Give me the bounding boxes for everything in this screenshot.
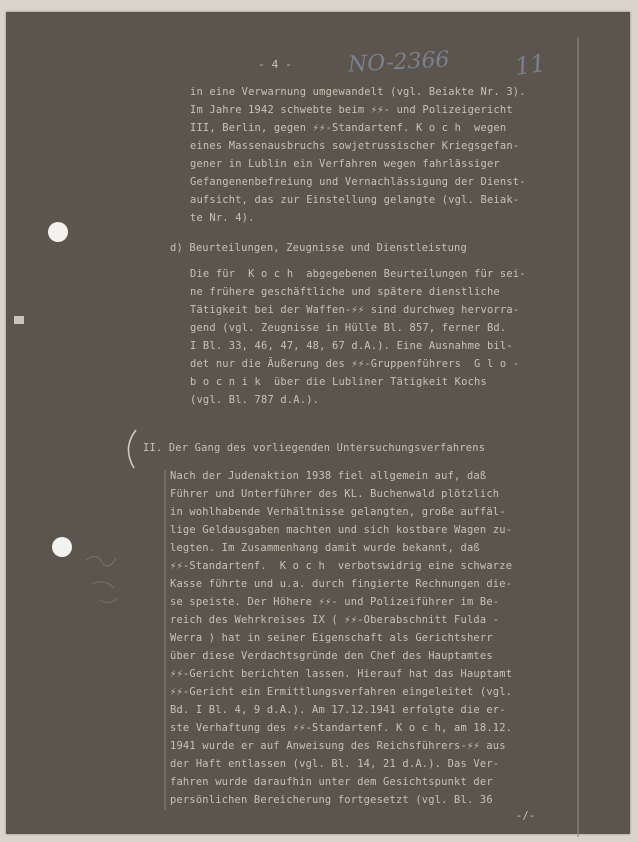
punch-hole-bottom	[52, 537, 72, 557]
doc-line: Die für K o c h abgegebenen Beurteilungen für sei-	[190, 268, 526, 280]
doc-line: über diese Verdachtsgründe den Chef des Hauptamtes	[170, 650, 493, 662]
doc-line: (vgl. Bl. 787 d.A.).	[190, 394, 320, 406]
paper-edge	[577, 37, 579, 837]
doc-line: ste Verhaftung des ⚡⚡-Standartenf. K o c h, am 18.12.	[170, 722, 513, 734]
doc-line: Im Jahre 1942 schwebte beim ⚡⚡- und Polizeigericht	[190, 104, 513, 116]
doc-line: legten. Im Zusammenhang damit wurde bekannt, daß	[170, 542, 480, 554]
doc-line: III, Berlin, gegen ⚡⚡-Standartenf. K o c h wegen	[190, 122, 507, 134]
doc-line: ⚡⚡-Gericht berichten lassen. Hierauf hat das Hauptamt	[170, 668, 513, 680]
doc-line: se speiste. Der Höhere ⚡⚡- und Polizeiführer im Be-	[170, 596, 500, 608]
doc-line: 1941 wurde er auf Anweisung des Reichsführers-⚡⚡ aus	[170, 740, 506, 752]
doc-line: Bd. I Bl. 4, 9 d.A.). Am 17.12.1941 erfolgte die er-	[170, 704, 506, 716]
doc-line: der Haft entlassen (vgl. Bl. 14, 21 d.A.). Das Ver-	[170, 758, 500, 770]
doc-line: aufsicht, das zur Einstellung gelangte (vgl. Beiak-	[190, 194, 520, 206]
doc-line: gend (vgl. Zeugnisse in Hülle Bl. 857, ferner Bd.	[190, 322, 507, 334]
doc-line: ⚡⚡-Standartenf. K o c h verbotswidrig eine schwarze	[170, 560, 513, 572]
doc-line: persönlichen Bereicherung fortgesetzt (vgl. Bl. 36	[170, 794, 493, 806]
doc-line: b o c n i k über die Lubliner Tätigkeit Kochs	[190, 376, 487, 388]
doc-line: in wohlhabende Verhältnisse gelangten, große auffäl-	[170, 506, 506, 518]
doc-line: ne frühere geschäftliche und spätere dienstliche	[190, 286, 500, 298]
doc-line: lige Geldausgaben machten und sich kostbare Wagen zu-	[170, 524, 513, 536]
archive-sheet-number: 11	[513, 49, 548, 81]
doc-line: te Nr. 4).	[190, 212, 255, 224]
doc-line: gener in Lublin ein Verfahren wegen fahrlässiger	[190, 158, 500, 170]
paper-tear	[14, 316, 24, 324]
doc-line: Werra ) hat in seiner Eigenschaft als Gerichtsherr	[170, 632, 493, 644]
doc-line: Nach der Judenaktion 1938 fiel allgemein auf, daß	[170, 470, 487, 482]
doc-line: Tätigkeit bei der Waffen-⚡⚡ sind durchweg hervorra-	[190, 304, 520, 316]
punch-hole-top	[48, 222, 68, 242]
doc-line: I Bl. 33, 46, 47, 48, 67 d.A.). Eine Ausnahme bil-	[190, 340, 513, 352]
section-heading-d: d) Beurteilungen, Zeugnisse und Dienstleistung	[170, 242, 467, 254]
section-heading-ii: II. Der Gang des vorliegenden Untersuchungsverfahrens	[143, 442, 486, 454]
doc-line: Kasse führte und u.a. durch fingierte Rechnungen die-	[170, 578, 513, 590]
doc-line: ⚡⚡-Gericht ein Ermittlungsverfahren eingeleitet (vgl.	[170, 686, 513, 698]
continuation-mark: -/-	[516, 810, 536, 822]
archive-stamp-code: NO-2366	[347, 47, 451, 78]
doc-line: det nur die Äußerung des ⚡⚡-Gruppenführers G l o -	[190, 358, 520, 370]
page-number: - 4 -	[258, 58, 293, 71]
doc-line: eines Massenausbruchs sowjetrussischer Kriegsgefan-	[190, 140, 520, 152]
doc-line: Führer und Unterführer des KL. Buchenwald plötzlich	[170, 488, 500, 500]
doc-line: Gefangenenbefreiung und Vernachlässigung der Dienst-	[190, 176, 526, 188]
doc-line: reich des Wehrkreises IX ( ⚡⚡-Oberabschnitt Fulda -	[170, 614, 500, 626]
doc-line: in eine Verwarnung umgewandelt (vgl. Beiakte Nr. 3).	[190, 86, 526, 98]
doc-line: fahren wurde daraufhin unter dem Gesichtspunkt der	[170, 776, 493, 788]
